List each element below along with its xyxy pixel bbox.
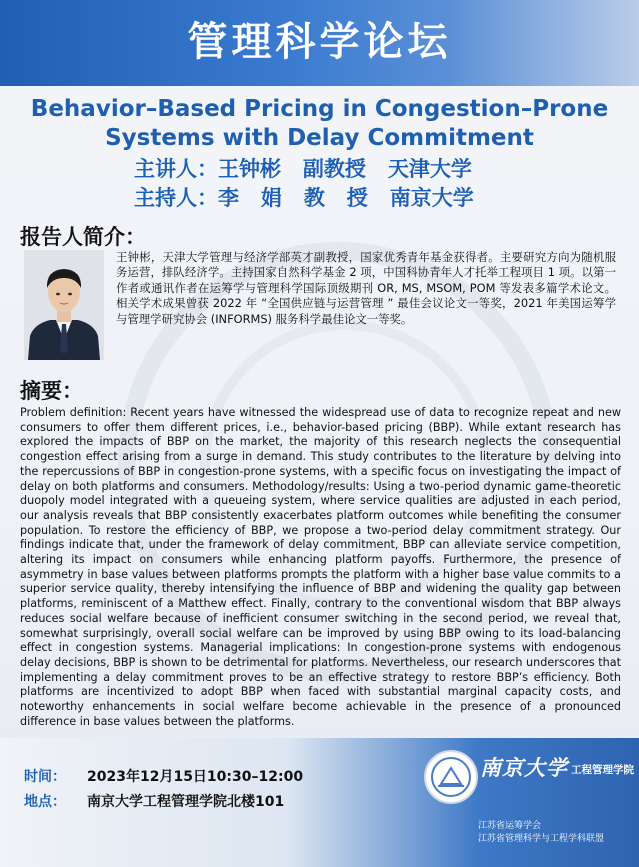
- forum-title: 管理科学论坛: [187, 18, 452, 65]
- emblem-graphic-icon: [426, 752, 476, 802]
- organizer-line-2: 江苏省管理科学与工程学科联盟: [478, 834, 605, 844]
- school-sub: 工程管理学院: [571, 764, 634, 776]
- place-label: 地点：: [24, 794, 66, 810]
- host-line: 主持人：李 娟 教 授 南京大学: [134, 186, 474, 210]
- time-label: 时间：: [24, 769, 66, 785]
- abstract-text: Problem definition: Recent years have witnessed the widespread use of data to recognize repeat and new consumers to offer them different prices, i.e., behavior-based pricing (BBP). While extant research has explored the impacts of BBP on the market, the majority of this research neglects the consequential congestion effect arising from a surge in demand. This study contributes to the literature by delving into the repercussions of BBP in congestion-prone systems, with a specific focus on investigating the impact of delay on both platforms and consumers. Methodology/results: Using a two-period dynamic game-theoretic duopoly model integrated with a queueing system, where service qualities are adjusted in each period, our analysis reveals that BBP consistently exacerbates platform outcomes while benefiting the consumer population. To restore the efficiency of BBP, we propose a two-period delay commitment strategy. Our findings indicate that, under the framework of delay commitment, BBP can alleviate service competition, altering its impact on consumers while enhancing platform payoffs. Furthermore, the presence of asymmetry in base values between platforms prompts the platform with a higher base value commits to a superior service quality, thereby intensifying the influence of BBP and widening the quality gap between platforms, reminiscent of a Matthew effect. Finally, contrary to the conventional wisdom that BBP always reduces social welfare because of inefficient consumer switching in the second period, we reveal that, somewhat surprisingly, overall social welfare can be improved by using BBP owing to its load-balancing effect in congestion systems. Managerial implications: In congestion-prone systems with endogenous delay decisions, BBP is shown to be detrimental for platforms. Nevertheless, our research underscores that implementing a delay commitment proves to be an effective strategy to restore BBP’s efficiency. Both platforms are incentivized to adopt BBP when faced with substantial marginal capacity costs, and noteworthy enhancements in social welfare become achievable in the presence of a pronounced difference in base values between the platforms.: [20, 406, 621, 728]
- university-logo-emblem-icon: [424, 750, 478, 804]
- talk-title-line2: Systems with Delay Commitment: [105, 125, 534, 151]
- talk-title: [0, 95, 639, 153]
- speaker-portrait-icon: [24, 250, 104, 360]
- talk-title-line1: Behavior–Based Pricing in Congestion–Prone: [30, 96, 609, 122]
- school-name: 南京大学: [480, 755, 568, 780]
- place-value: 南京大学工程管理学院北楼101: [87, 794, 285, 810]
- organizer-line-1: 江苏省运筹学会: [478, 821, 542, 831]
- abstract-heading: 摘要：: [20, 379, 83, 403]
- speaker-line: 主讲人：王钟彬 副教授 天津大学: [134, 157, 472, 181]
- header-banner: [0, 0, 639, 86]
- speaker-bio: 王钟彬，天津大学管理与经济学部英才副教授，国家优秀青年基金获得者。主要研究方向为随机服务运营，排队经济学。主持国家自然科学基金 2 项，中国科协青年人才托举工程项目 1 项。以第一作者或通讯作者在运筹学与管理科学国际顶级期刊 OR, MS, MSOM, POM 等发表多篇学术论文。相关学术成果曾获 2022 年 “全国供应链与运营管理 ” 最佳会议论文一等奖，2021 年美国运筹学与管理学研究协会 (INFORMS) 服务科学最佳论文一等奖。: [116, 250, 616, 326]
- bio-heading: 报告人简介：: [20, 225, 146, 249]
- time-value: 2023年12月15日10:30–12:00: [87, 769, 304, 785]
- speaker-photo: [24, 250, 104, 360]
